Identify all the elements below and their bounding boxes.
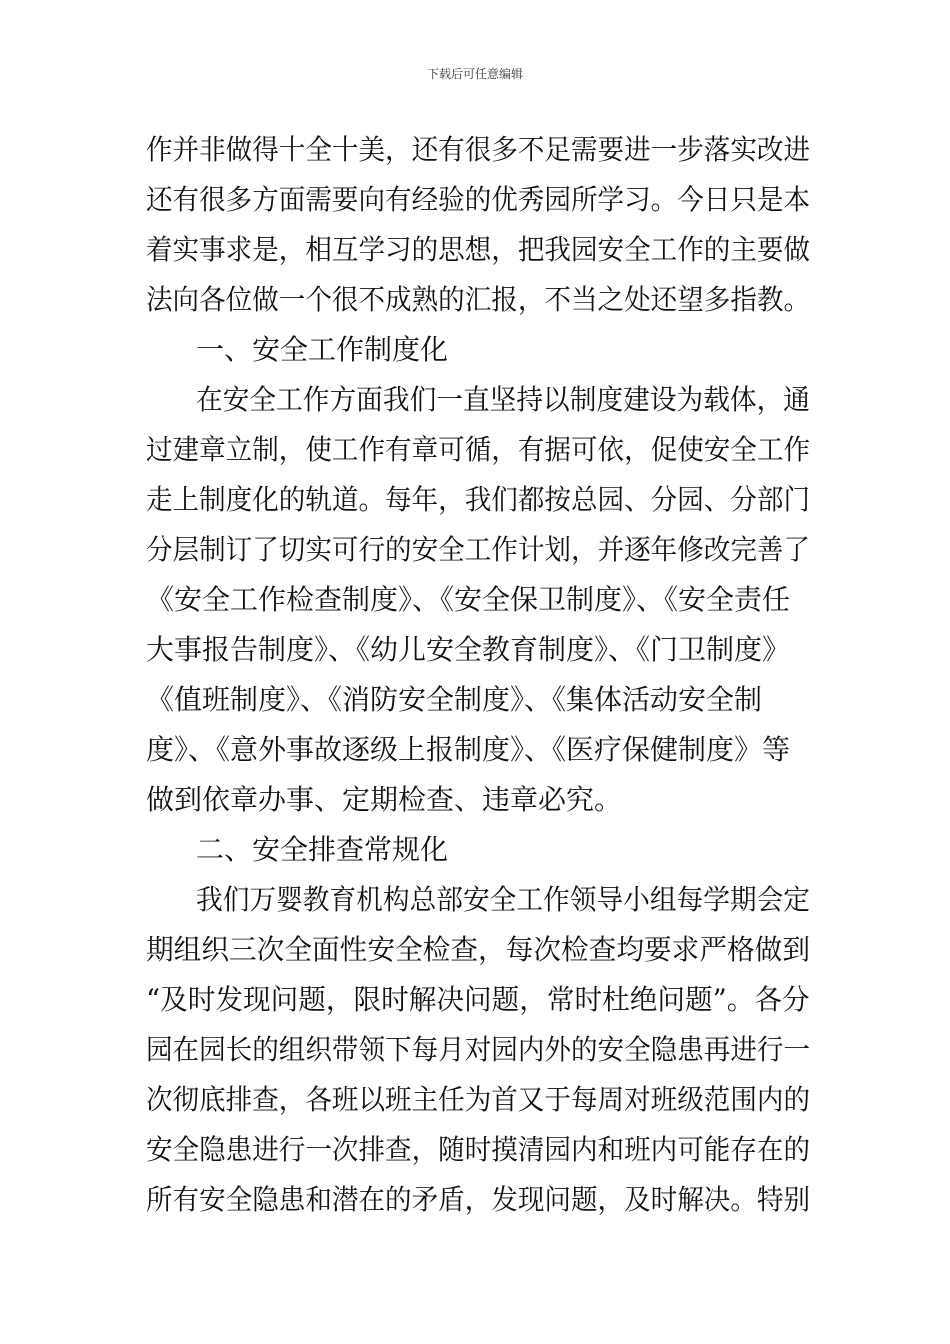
paragraph-first-line: 我们万婴教育机构总部安全工作领导小组每学期会定 [196, 883, 811, 916]
text-line: 园在园长的组织带领下每月对园内外的安全隐患再进行一 [146, 1033, 811, 1066]
text-line: 安全隐患进行一次排查，随时摸清园内和班内可能存在的 [146, 1133, 811, 1166]
text-line: 大事报告制度》、《幼儿安全教育制度》、《门卫制度》 [146, 633, 791, 666]
text-line: 做到依章办事、定期检查、违章必究。 [146, 783, 623, 816]
text-line: 分层制订了切实可行的安全工作计划，并逐年修改完善了 [146, 533, 811, 566]
text-line: 度》、《意外事故逐级上报制度》、《医疗保健制度》等 [146, 733, 791, 766]
paragraph-first-line: 在安全工作方面我们一直坚持以制度建设为载体，通 [196, 383, 811, 416]
text-line: 作并非做得十全十美，还有很多不足需要进一步落实改进 [146, 133, 811, 166]
text-line: 还有很多方面需要向有经验的优秀园所学习。今日只是本 [146, 183, 811, 216]
text-line: 期组织三次全面性安全检查，每次检查均要求严格做到 [146, 933, 811, 966]
text-line: 法向各位做一个很不成熟的汇报，不当之处还望多指教。 [146, 283, 811, 316]
page-header: 下载后可任意编辑 [426, 67, 523, 81]
text-line: 《安全工作检查制度》、《安全保卫制度》、《安全责任 [146, 583, 791, 616]
text-line: 走上制度化的轨道。每年，我们都按总园、分园、分部门 [146, 483, 811, 516]
text-line: 过建章立制，使工作有章可循，有据可依，促使安全工作 [146, 433, 811, 466]
section-heading: 二、安全排查常规化 [196, 833, 449, 866]
text-line: 着实事求是，相互学习的思想，把我园安全工作的主要做 [146, 233, 811, 266]
text-line: 所有安全隐患和潜在的矛盾，发现问题，及时解决。特别 [146, 1183, 811, 1216]
text-line: 次彻底排查，各班以班主任为首又于每周对班级范围内的 [146, 1083, 811, 1116]
section-heading: 一、安全工作制度化 [196, 333, 449, 366]
text-line: 《值班制度》、《消防安全制度》、《集体活动安全制 [146, 683, 763, 716]
text-line: “及时发现问题，限时解决问题，常时杜绝问题”。各分 [146, 983, 810, 1016]
